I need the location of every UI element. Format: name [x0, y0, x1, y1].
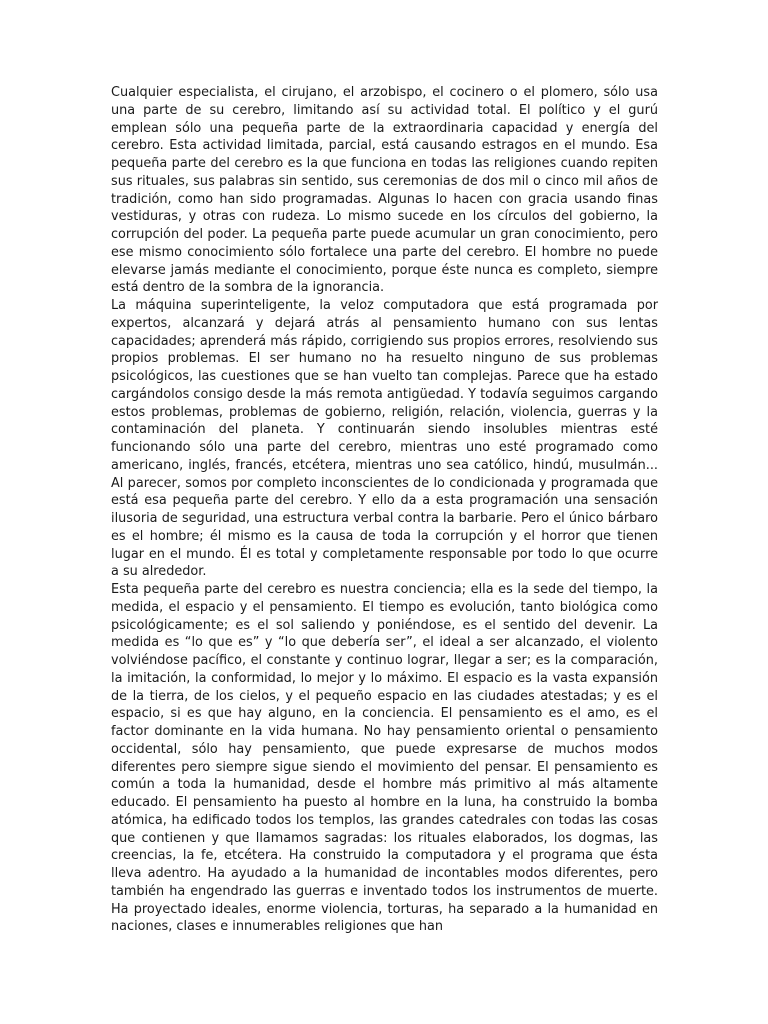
- paragraph-2: La máquina superinteligente, la veloz computadora que está programada por expertos, alcanzará y dejará atrás al pensamiento humano con sus lentas capacidades; aprenderá más rápido, corrigiendo sus propios errores, resolviendo sus propios problemas. El ser humano no ha resuelto ninguno de sus problemas psicológicos, las cuestiones que se han vuelto tan complejas. Parece que ha estado cargándolos consigo desde la más remota antigüedad. Y todavía seguimos cargando estos problemas, problemas de gobierno, religión, relación, violencia, guerras y la contaminación del planeta. Y continuarán siendo insolubles mientras esté funcionando sólo una parte del cerebro, mientras uno esté programado como americano, inglés, francés, etcétera, mientras uno sea católico, hindú, musulmán... Al parecer, somos por completo inconscientes de lo condicionada y programada que está esa pequeña parte del cerebro. Y ello da a esta programación una sensación ilusoria de seguridad, una estructura verbal contra la barbarie. Pero el único bárbaro es el hombre; él mismo es la causa de toda la corrupción y el horror que tienen lugar en el mundo. Él es total y completamente responsable por todo lo que ocurre a su alrededor.: [111, 298, 658, 580]
- document-page: [111, 84, 658, 936]
- paragraph-3: Esta pequeña parte del cerebro es nuestra conciencia; ella es la sede del tiempo, la medida, el espacio y el pensamiento. El tiempo es evolución, tanto biológica como psicológicamente; es el sol saliendo y poniéndose, es el sentido del devenir. La medida es “lo que es” y “lo que debería ser”, el ideal a ser alcanzado, el violento volviéndose pacífico, el constante y continuo lograr, llegar a ser; es la comparación, la imitación, la conformidad, lo mejor y lo máximo. El espacio es la vasta expansión de la tierra, de los cielos, y el pequeño espacio en las ciudades atestadas; y es el espacio, si es que hay alguno, en la conciencia. El pensamiento es el amo, es el factor dominante en la vida humana. No hay pensamiento oriental o pensamiento occidental, sólo hay pensamiento, que puede expresarse de muchos modos diferentes pero siempre sigue siendo el movimiento del pensar. El pensamiento es común a toda la humanidad, desde el hombre más primitivo al más altamente educado. El pensamiento ha puesto al hombre en la luna, ha construido la bomba atómica, ha edificado todos los templos, las grandes catedrales con todas las cosas que contienen y que llamamos sagradas: los rituales elaborados, los dogmas, las creencias, la fe, etcétera. Ha construido la computadora y el programa que ésta lleva adentro. Ha ayudado a la humanidad de incontables modos diferentes, pero también ha engendrado las guerras e inventado todos los instrumentos de muerte. Ha proyectado ideales, enorme violencia, torturas, ha separado a la humanidad en naciones, clases e innumerables religiones que han: [111, 582, 658, 935]
- paragraph-1: Cualquier especialista, el cirujano, el arzobispo, el cocinero o el plomero, sólo usa una parte de su cerebro, limitando así su actividad total. El político y el gurú emplean sólo una pequeña parte de la extraordinaria capacidad y energía del cerebro. Esta actividad limitada, parcial, está causando estragos en el mundo. Esa pequeña parte del cerebro es la que funciona en todas las religiones cuando repiten sus rituales, sus palabras sin sentido, sus ceremonias de dos mil o cinco mil años de tradición, como han sido programadas. Algunas lo hacen con gracia usando finas vestiduras, y otras con rudeza. Lo mismo sucede en los círculos del gobierno, la corrupción del poder. La pequeña parte puede acumular un gran conocimiento, pero ese mismo conocimiento sólo fortalece una parte del cerebro. El hombre no puede elevarse jamás mediante el conocimiento, porque éste nunca es completo, siempre está dentro de la sombra de la ignorancia.: [111, 85, 658, 296]
